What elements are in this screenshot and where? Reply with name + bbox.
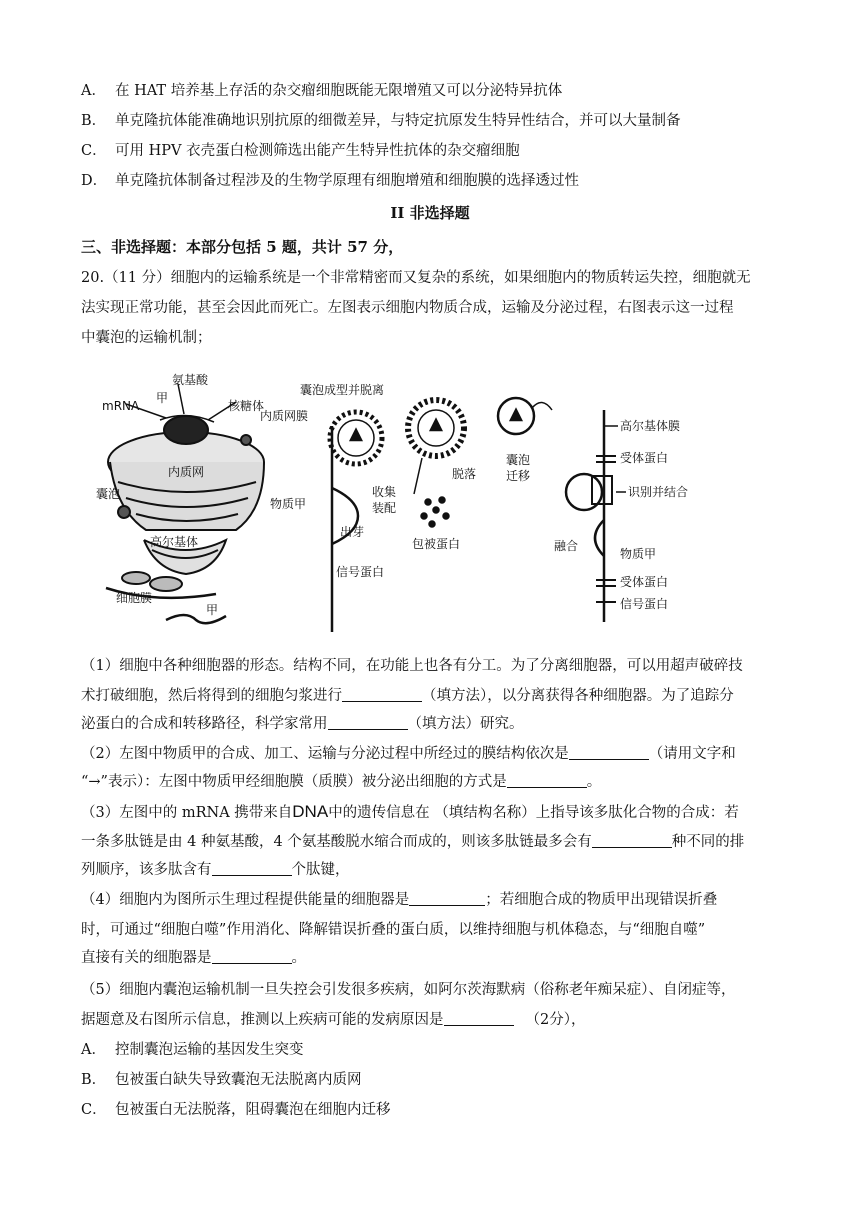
text-seg: 直接有关的细胞器是 xyxy=(81,950,212,966)
label-ribosome: 核糖体 xyxy=(228,399,265,413)
label-golgi-left: 高尔基体 xyxy=(150,535,199,549)
label-jia-top: 甲 xyxy=(156,391,169,405)
q20-option-c xyxy=(81,1100,781,1120)
q20-p5-line1: （5）细胞内囊泡运输机制一旦失控会引发很多疾病，如阿尔茨海默病（俗称老年痴呆症）、自闭症等， xyxy=(81,982,736,998)
option-a-top xyxy=(81,81,781,101)
text-seg: 据题意及右图所示信息，推测以上疾病可能的发病原因是 xyxy=(81,1012,444,1028)
q20-p4-line1 xyxy=(81,890,781,910)
option-key: C． xyxy=(81,1102,107,1118)
label-vesicle-migrate-2: 迁移 xyxy=(506,469,531,483)
migrating-vesicle xyxy=(498,398,552,434)
answer-blank[interactable] xyxy=(342,687,422,702)
text-seg: 术打破细胞，然后将得到的细胞匀浆进行 xyxy=(81,688,342,704)
option-text: 单克隆抗体能准确地识别抗原的细微差异，与特定抗原发生特异性结合，并可以大量制备 xyxy=(115,113,681,129)
q20-p3-line2 xyxy=(81,832,781,852)
text-seg: （2）左图中物质甲的合成、加工、运输与分泌过程中所经过的膜结构依次是 xyxy=(81,746,569,762)
label-shed: 脱落 xyxy=(452,467,477,481)
q20-p2-line1 xyxy=(81,744,781,764)
option-text: 包被蛋白无法脱落，阻碍囊泡在细胞内迁移 xyxy=(115,1102,391,1118)
label-golgi-membrane: 高尔基体膜 xyxy=(620,419,681,433)
option-key: A． xyxy=(81,1042,106,1058)
option-text: 控制囊泡运输的基因发生突变 xyxy=(115,1042,304,1058)
left-cell-diagram xyxy=(106,384,264,623)
text-seg: （4）细胞内为图所示生理过程提供能量的细胞器是 xyxy=(81,892,410,908)
option-text: 可用 HPV 衣壳蛋白检测筛选出能产生特异性抗体的杂交瘤细胞 xyxy=(115,143,520,159)
answer-blank[interactable] xyxy=(507,773,587,788)
answer-blank[interactable] xyxy=(592,833,672,848)
q20-p4-line3 xyxy=(81,948,781,968)
text-seg: （2分）， xyxy=(525,1012,586,1028)
q20-intro-line2: 法实现正常功能，甚至会因此而死亡。左图表示细胞内物质合成，运输及分泌过程，右图表示这一过程 xyxy=(81,300,734,316)
option-key: B． xyxy=(81,1072,107,1088)
text-seg: 列顺序，该多肽含有 xyxy=(81,862,212,878)
label-receptor-top: 受体蛋白 xyxy=(620,451,669,465)
text-seg: 种不同的排 xyxy=(671,834,745,850)
label-vesicle-migrate-1: 囊泡 xyxy=(506,453,531,467)
text-seg: ；若细胞合成的物质甲出现错误折叠 xyxy=(485,892,718,908)
answer-blank[interactable] xyxy=(409,891,485,906)
q20-p1-line1: （1）细胞中各种细胞器的形态。结构不同，在功能上也各有分工。为了分离细胞器，可以用超声破碎技 xyxy=(81,658,743,674)
label-substance-jia: 物质甲 xyxy=(270,497,307,511)
text-seg: 个肽键， xyxy=(291,862,350,878)
label-mrna: mRNA xyxy=(102,399,140,413)
label-vesicle-form: 囊泡成型并脱离 xyxy=(300,383,385,397)
answer-blank[interactable] xyxy=(444,1011,514,1026)
text-seg: （请用文字和 xyxy=(648,746,736,762)
label-coat-protein: 包被蛋白 xyxy=(412,537,461,551)
text-seg: 中的遗传信息在 （填结构名称）上指导该多肽化合物的合成：若 xyxy=(328,805,739,821)
right-fusion-diagram xyxy=(566,410,626,622)
label-membrane-left: 细胞膜 xyxy=(116,591,153,605)
q20-p1-line2 xyxy=(81,686,781,706)
middle-budding-diagram xyxy=(330,400,464,632)
label-signal-protein-mid: 信号蛋白 xyxy=(336,565,385,579)
cell-transport-figure xyxy=(96,370,786,642)
text-seg: 泌蛋白的合成和转移路径，科学家常用 xyxy=(81,716,328,732)
label-substance-jia-right: 物质甲 xyxy=(620,547,657,561)
text-seg: 。 xyxy=(586,774,602,790)
answer-blank[interactable] xyxy=(569,745,649,760)
text-seg: “→”表示）：左图中物质甲经细胞膜（质膜）被分泌出细胞的方式是 xyxy=(81,774,507,790)
label-signal-protein-right: 信号蛋白 xyxy=(620,597,669,611)
q20-intro-line1: 20.（11 分）细胞内的运输系统是一个非常精密而又复杂的系统，如果细胞内的物质转运失控，细胞就无 xyxy=(81,270,751,286)
figure-svg xyxy=(96,370,786,642)
label-fusion: 融合 xyxy=(554,539,579,553)
label-budding: 出芽 xyxy=(340,525,365,539)
section-title: II 非选择题 xyxy=(390,204,470,222)
option-b-top xyxy=(81,111,781,131)
label-collect: 收集 xyxy=(372,485,397,499)
q20-p2-line2 xyxy=(81,772,781,792)
label-recognize-bind: 识别并结合 xyxy=(628,485,689,499)
q20-p1-line3 xyxy=(81,714,781,734)
text-seg: 。 xyxy=(291,950,306,966)
label-vesicle-left: 囊泡 xyxy=(96,487,121,501)
option-key: B． xyxy=(81,113,107,129)
text-seg: （填方法），以分离获得各种细胞器。为了追踪分 xyxy=(422,688,734,704)
label-jia-bottom: 甲 xyxy=(206,603,219,617)
answer-blank[interactable] xyxy=(212,861,292,876)
dna-term: DNA xyxy=(292,802,329,821)
q20-p3-line1 xyxy=(81,802,781,823)
text-seg: 一条多肽链是由 4 种氨基酸，4 个氨基酸脱水缩合而成的，则该多肽链最多会有 xyxy=(81,834,592,850)
q20-option-a xyxy=(81,1040,781,1060)
label-er-left: 内质网 xyxy=(168,465,205,479)
text-seg: （填方法）研究。 xyxy=(407,716,524,732)
answer-blank[interactable] xyxy=(212,949,292,964)
option-key: D． xyxy=(81,173,108,189)
option-c-top xyxy=(81,141,781,161)
label-receptor-bottom: 受体蛋白 xyxy=(620,575,669,589)
option-text: 包被蛋白缺失导致囊泡无法脱离内质网 xyxy=(115,1072,362,1088)
label-er-membrane: 内质网膜 xyxy=(260,409,309,423)
q20-p5-line2 xyxy=(81,1010,781,1030)
section-heading: 三、非选择题：本部分包括 5 题，共计 57 分， xyxy=(81,238,404,256)
answer-blank[interactable] xyxy=(328,715,408,730)
label-assemble: 装配 xyxy=(372,501,397,515)
option-text: 在 HAT 培养基上存活的杂交瘤细胞既能无限增殖又可以分泌特异抗体 xyxy=(115,83,563,99)
option-key: C． xyxy=(81,143,107,159)
q20-intro-line3: 中囊泡的运输机制； xyxy=(81,330,212,346)
q20-option-b xyxy=(81,1070,781,1090)
option-d-top xyxy=(81,171,781,191)
option-text: 单克隆抗体制备过程涉及的生物学原理有细胞增殖和细胞膜的选择透过性 xyxy=(115,173,579,189)
q20-p3-line3 xyxy=(81,860,781,880)
q20-p4-line2: 时，可通过“细胞白噬”作用消化、降解错误折叠的蛋白质，以维持细胞与机体稳态，与“细胞自噬” xyxy=(81,922,706,938)
text-seg: （3）左图中的 mRNA 携带来自 xyxy=(81,805,293,821)
label-amino-acid: 氨基酸 xyxy=(172,373,209,387)
option-key: A． xyxy=(81,83,106,99)
